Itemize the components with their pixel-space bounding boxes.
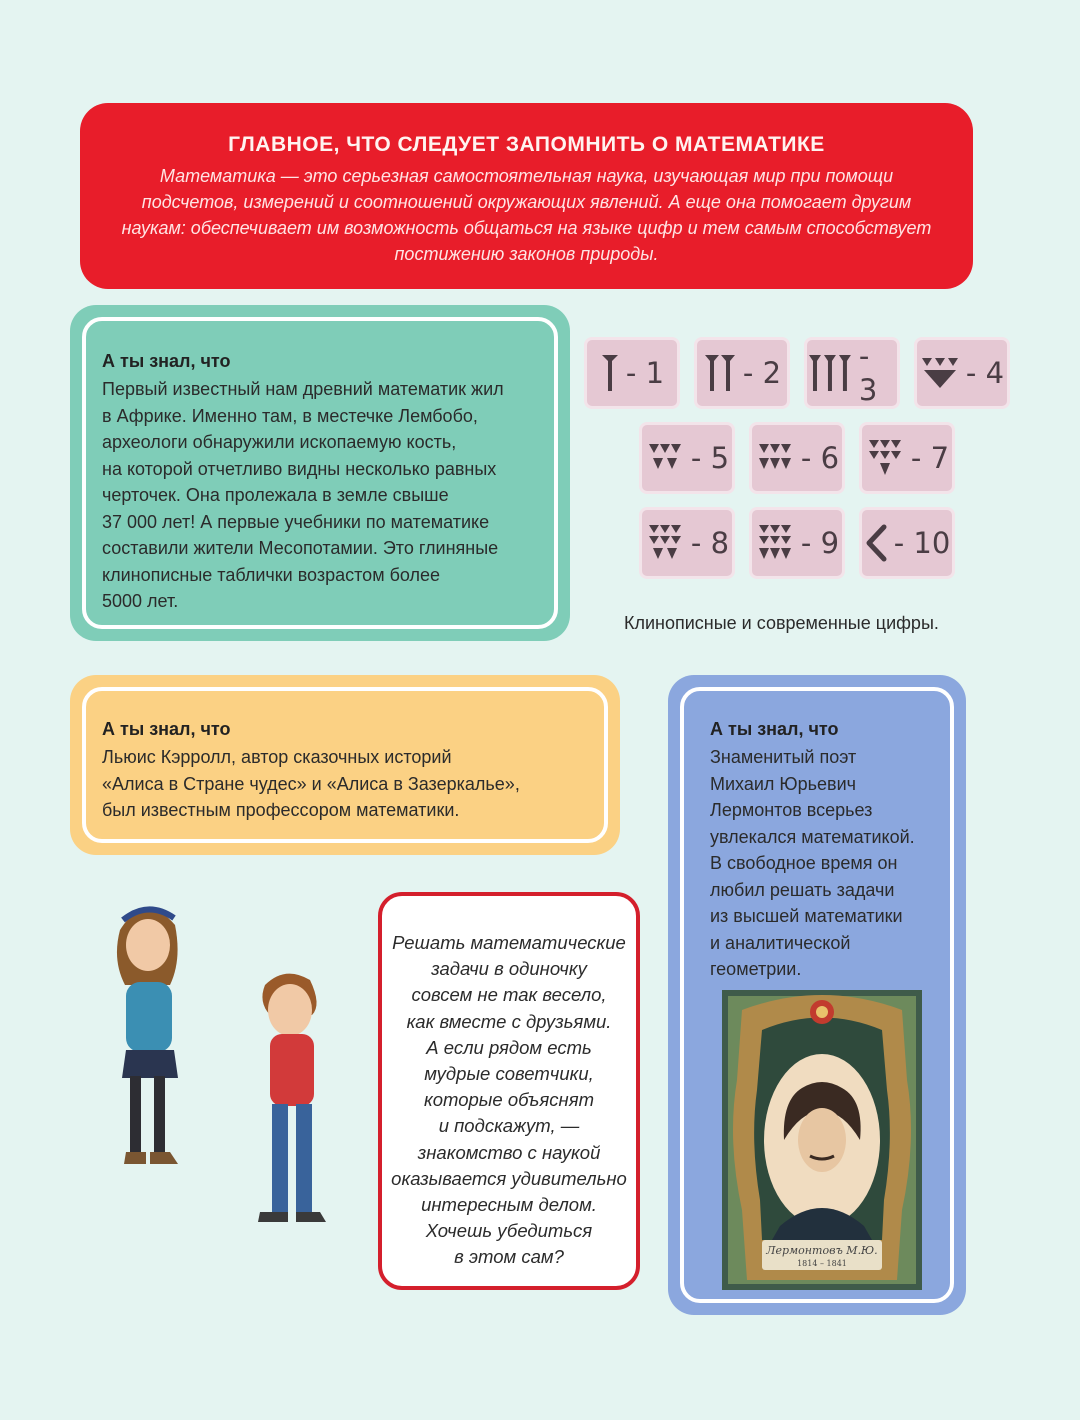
fact-line: Первый известный нам древний математик жил	[102, 379, 504, 399]
fact-line: 5000 лет.	[102, 591, 179, 611]
numeral-label: - 1	[625, 356, 665, 390]
numeral-label: - 10	[893, 526, 951, 560]
speech-bubble	[378, 892, 640, 1290]
main-facts-box	[80, 103, 973, 289]
fact-line: был известным профессором математики.	[102, 800, 460, 820]
fact-line: любил решать задачи	[710, 879, 895, 900]
fact-line: в Африке. Именно там, в местечке Лембобо,	[102, 405, 478, 426]
numeral-label: - 3	[858, 339, 878, 407]
fact-card-africa	[70, 305, 570, 641]
fact-heading: А ты знал, что	[710, 719, 839, 739]
fact-line: Льюис Кэрролл, автор сказочных историй	[102, 747, 452, 767]
numeral-label: - 2	[742, 356, 782, 390]
fact-line: геометрии.	[710, 959, 802, 979]
cuneiform-tile-7	[859, 422, 955, 494]
bubble-text: Решать математические задачи в одиночку совсем не так весело, как вместе с друзьями. А если рядом есть мудрые советчики, которые объяснят и подскажут, — знакомство с наукой оказывается удивительно интересным делом. Хочешь убедиться в этом сам?	[391, 932, 627, 1268]
cuneiform-tile-1	[584, 337, 680, 409]
fact-text	[102, 744, 602, 824]
cuneiform-tile-8	[639, 507, 735, 579]
cuneiform-tile-9	[749, 507, 845, 579]
fact-heading: А ты знал, что	[102, 351, 231, 371]
fact-line: 37 000 лет! А первые учебники по математике	[102, 511, 490, 532]
lermontov-portrait-illustration	[722, 990, 922, 1290]
fact-text	[102, 376, 552, 615]
fact-line: и аналитической	[710, 932, 851, 953]
cuneiform-tile-5	[639, 422, 735, 494]
girl-figure	[117, 909, 178, 1164]
numeral-label: - 6	[800, 441, 840, 475]
cuneiform-glyph-icon	[864, 523, 888, 563]
fact-text	[710, 744, 950, 983]
cuneiform-tile-2	[694, 337, 790, 409]
fact-line: увлекался математикой.	[710, 826, 915, 847]
cuneiform-tile-3	[804, 337, 900, 409]
cuneiform-tile-4	[914, 337, 1010, 409]
cuneiform-glyph-icon	[807, 353, 853, 393]
numeral-label: - 4	[965, 356, 1005, 390]
cuneiform-glyph-icon	[645, 441, 685, 475]
main-text: Математика — это серьезная самостоятельная наука, изучающая мир при помощи подсчетов, измерений и соотношений окружающих явлений. А еще она помогает другим наукам: обеспечивает им возможность общаться на языке цифр и тем самым способствует постижению законов природы.	[121, 166, 932, 264]
numeral-label: - 5	[690, 441, 730, 475]
cuneiform-tile-6	[749, 422, 845, 494]
main-title: ГЛАВНОЕ, ЧТО СЛЕДУЕТ ЗАПОМНИТЬ О МАТЕМАТИКЕ	[228, 133, 825, 156]
fact-line: «Алиса в Стране чудес» и «Алиса в Зазеркалье»,	[102, 773, 520, 794]
portrait-plate-name: Лермонтовъ М.Ю.	[766, 1244, 878, 1257]
cuneiform-glyph-icon	[755, 441, 795, 475]
cuneiform-glyph-icon	[703, 353, 737, 393]
cuneiform-glyph-icon	[920, 356, 960, 390]
children-illustration	[90, 890, 350, 1240]
numeral-label: - 7	[910, 441, 950, 475]
fact-line: черточек. Она пролежала в земле свыше	[102, 485, 449, 505]
fact-line: археологи обнаружили ископаемую кость,	[102, 432, 457, 452]
fact-line: Знаменитый поэт	[710, 747, 857, 767]
cuneiform-glyph-icon	[645, 523, 685, 563]
numeral-label: - 8	[690, 526, 730, 560]
fact-line: В свободное время он	[710, 853, 898, 873]
fact-card-carroll	[70, 675, 620, 855]
fact-line: составили жители Месопотамии. Это глиняные	[102, 538, 499, 558]
cuneiform-glyph-icon	[755, 523, 795, 563]
fact-line: из высшей математики	[710, 906, 903, 926]
fact-line: Лермонтов всерьез	[710, 800, 873, 820]
numeral-label: - 9	[800, 526, 840, 560]
cuneiform-caption: Клинописные и современные цифры.	[624, 613, 939, 633]
fact-line: на которой отчетливо видны несколько равных	[102, 458, 497, 479]
cuneiform-glyph-icon	[600, 353, 620, 393]
portrait-plate-years: 1814 – 1841	[797, 1259, 847, 1268]
cuneiform-glyph-icon	[865, 438, 905, 478]
fact-line: клинописные таблички возрастом более	[102, 564, 441, 585]
fact-heading: А ты знал, что	[102, 719, 231, 739]
fact-line: Михаил Юрьевич	[710, 773, 856, 794]
cuneiform-tile-10	[859, 507, 955, 579]
boy-figure	[258, 974, 326, 1222]
